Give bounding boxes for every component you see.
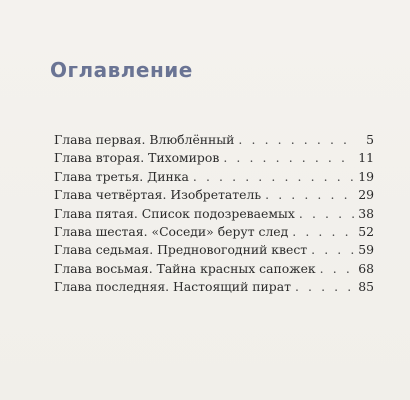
- toc-entry-page: 52: [358, 223, 374, 239]
- toc-entry: [54, 150, 374, 168]
- toc-entry-page: 5: [366, 132, 374, 147]
- toc-heading: Оглавление: [50, 58, 193, 82]
- toc-entry-label: Глава вторая. Тихомиров: [54, 150, 220, 166]
- toc-entry-page: 29: [358, 187, 374, 203]
- dot-leader: [292, 224, 354, 239]
- toc-entry-page: 85: [358, 279, 374, 295]
- dot-leader: [311, 242, 354, 257]
- toc-entry: [54, 224, 374, 242]
- toc-entry-page: 38: [358, 205, 374, 221]
- toc-entry-label: Глава пятая. Список подозреваемых: [54, 205, 295, 221]
- dot-leader: [295, 279, 354, 294]
- toc-entry: [54, 206, 374, 224]
- toc-entry-page: 59: [358, 242, 374, 258]
- toc-entry-label: Глава четвёртая. Изобретатель: [54, 187, 262, 203]
- toc-entry-label: Глава первая. Влюблённый: [54, 132, 235, 147]
- toc-entry-page: 68: [358, 260, 374, 276]
- toc-entry-page: 19: [358, 168, 374, 184]
- dot-leader: [223, 150, 354, 165]
- toc-entry: [54, 169, 374, 187]
- toc-entry: [54, 261, 374, 279]
- dot-leader: [320, 261, 354, 276]
- toc-entry: [54, 242, 374, 260]
- toc-entry: [54, 132, 374, 150]
- toc-entry-label: Глава последняя. Настоящий пират: [54, 279, 291, 295]
- dot-leader: [238, 132, 354, 147]
- toc-entry: [54, 187, 374, 205]
- dot-leader: [265, 187, 354, 202]
- toc-entry-label: Глава третья. Динка: [54, 168, 189, 184]
- toc-entry-label: Глава шестая. «Соседи» берут след: [54, 223, 289, 239]
- toc-entry-label: Глава седьмая. Предновогодний квест: [54, 242, 308, 258]
- toc-entry-label: Глава восьмая. Тайна красных сапожек: [54, 260, 316, 276]
- toc-entry: [54, 279, 374, 297]
- toc-list: [54, 132, 374, 298]
- dot-leader: [193, 169, 354, 184]
- toc-entry-page: 11: [358, 150, 374, 166]
- dot-leader: [299, 206, 354, 221]
